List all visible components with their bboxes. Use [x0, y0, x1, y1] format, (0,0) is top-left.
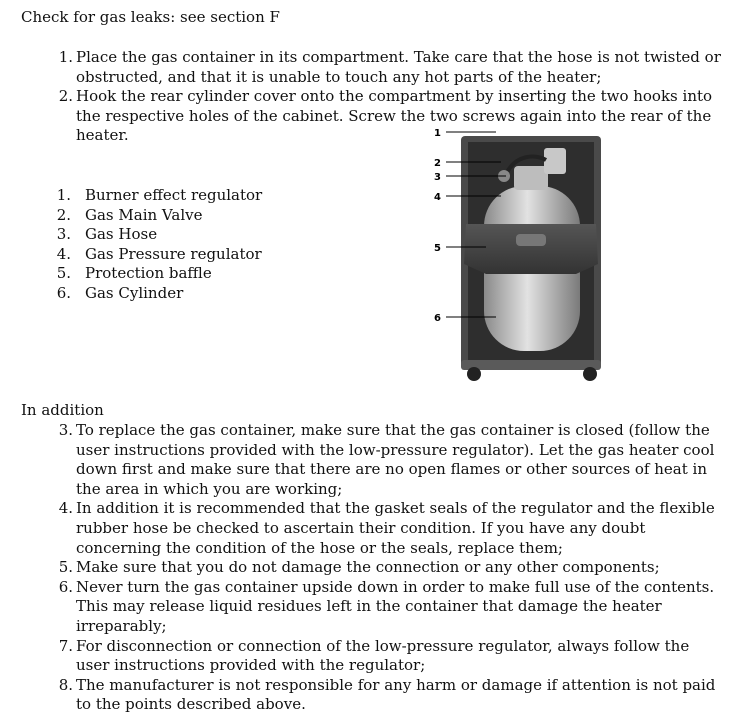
list-number: 7.: [58, 636, 73, 655]
list-text: Burner effect regulator: [85, 186, 263, 204]
wheel-right: [583, 367, 597, 381]
list-item: [21, 87, 721, 146]
list-text: Make sure that you do not damage the connection or any other components;: [76, 558, 660, 577]
parts-list: [30, 186, 330, 304]
list-text: Gas Pressure regulator: [85, 244, 262, 263]
list-item: [21, 578, 721, 637]
steps-top-list: [21, 48, 721, 146]
protection-baffle: [464, 224, 598, 274]
in-addition-heading: In addition: [21, 401, 104, 419]
list-number: 2.: [56, 205, 71, 224]
list-text: Place the gas container in its compartment. Take care that the hose is not twisted or obstructed, and that it is unable to touch any hot parts of the heater;: [76, 48, 721, 86]
list-number: 6.: [58, 577, 73, 596]
list-number: 4.: [56, 244, 71, 263]
list-item: [21, 421, 721, 499]
list-number: 3.: [56, 225, 71, 244]
callout-label-6: 6: [434, 313, 441, 324]
list-number: 3.: [58, 421, 73, 439]
list-number: 5.: [58, 558, 73, 577]
list-text: Gas Hose: [85, 225, 158, 244]
regulator-box: [544, 148, 566, 174]
list-text: In addition it is recommended that the gasket seals of the regulator and the flexible rubber hose be checked to ascertain their condition. If you have any doubt concerning the condition of the hose or the seals, replace them;: [76, 499, 715, 557]
list-text: The manufacturer is not responsible for any harm or damage if attention is not paid to the points described above.: [76, 675, 716, 714]
list-item: [30, 225, 330, 245]
list-number: 6.: [56, 283, 71, 302]
list-text: Gas Cylinder: [85, 283, 184, 302]
list-item: [30, 206, 330, 226]
list-item: [21, 637, 721, 676]
list-number: 5.: [56, 264, 71, 283]
list-text: Gas Main Valve: [85, 205, 203, 224]
heater-figure: [426, 124, 616, 386]
list-item: [21, 676, 721, 715]
section-heading: Check for gas leaks: see section F: [21, 8, 280, 26]
list-text: For disconnection or connection of the low-pressure regulator, always follow the user instructions provided with the regulator;: [76, 636, 690, 675]
list-item: [30, 264, 330, 284]
callout-label-5: 5: [434, 243, 441, 254]
list-item: [30, 284, 330, 304]
list-number: 1.: [58, 48, 73, 66]
list-number: 1.: [56, 186, 71, 204]
cabinet-base: [461, 360, 601, 370]
callout-label-4: 4: [434, 192, 441, 203]
list-number: 8.: [58, 675, 73, 694]
callout-label-2: 2: [434, 158, 441, 169]
list-item: [30, 245, 330, 265]
list-text: Never turn the gas container upside down in order to make full use of the contents. This may release liquid residues left in the container that damage the heater irreparably;: [76, 577, 715, 635]
baffle-handle: [516, 234, 546, 246]
wheel-left: [467, 367, 481, 381]
list-item: [21, 499, 721, 558]
cylinder-collar: [514, 166, 548, 190]
list-item: [21, 48, 721, 87]
list-item: [30, 186, 330, 206]
list-text: Protection baffle: [85, 264, 212, 283]
list-text: Hook the rear cylinder cover onto the compartment by inserting the two hooks into the respective holes of the cabinet. Screw the two screws again into the rear of the heater.: [76, 87, 713, 145]
list-item: [21, 558, 721, 578]
list-text: To replace the gas container, make sure that the gas container is closed (follow the user instructions provided with the low-pressure regulator). Let the gas heater cool down first and make sure that there are no open flames or other sources of heat in the area in which you are working;: [76, 421, 715, 498]
list-number: 2.: [58, 87, 73, 106]
callout-label-3: 3: [434, 172, 441, 183]
steps-bottom-list: [21, 421, 721, 715]
list-number: 4.: [58, 499, 73, 518]
callout-label-1: 1: [434, 128, 441, 139]
